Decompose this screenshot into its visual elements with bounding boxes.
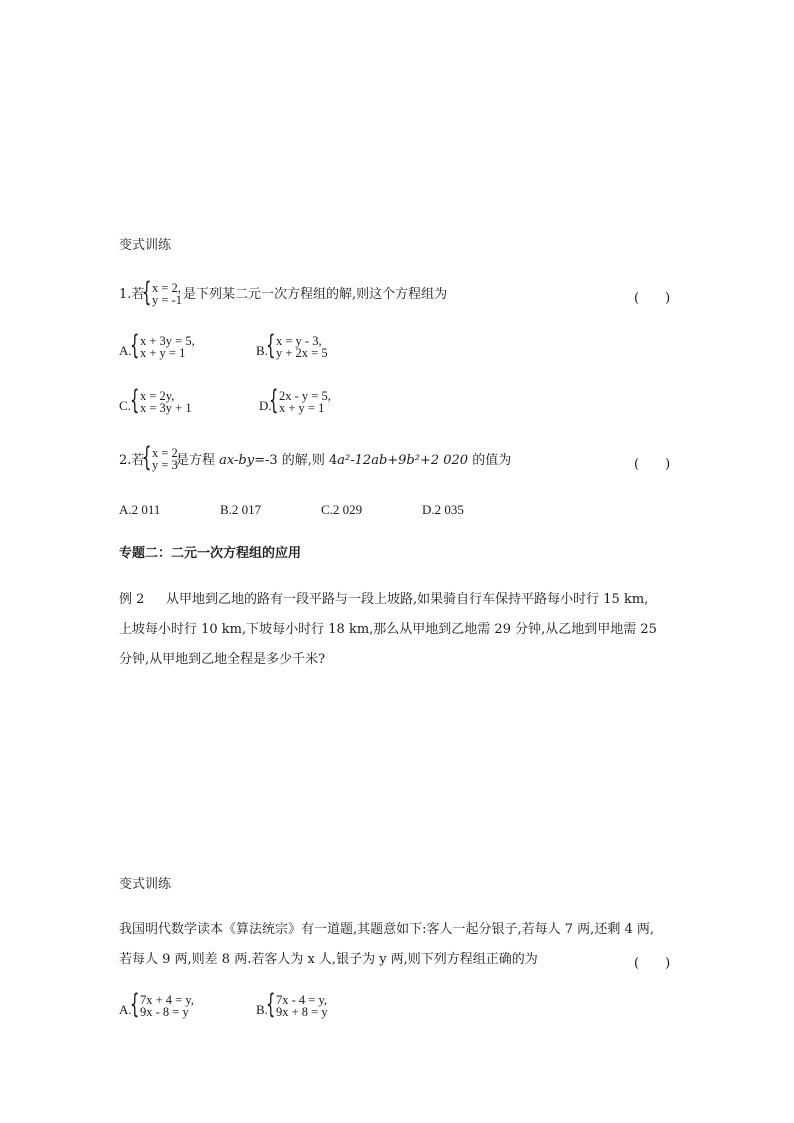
option-label: A.	[119, 343, 132, 358]
question-1-number: 1.若	[119, 287, 145, 302]
question-1-text: 是下列某二元一次方程组的解,则这个方程组为	[183, 287, 448, 302]
problem-line: 若每人 9 两,则差 8 两.若客人为 x 人,银子为 y 两,则下列方程组正确的为	[119, 952, 538, 967]
option-b-system	[266, 330, 356, 361]
brace-icon: {	[130, 989, 140, 1020]
option-d: D.2 035	[422, 502, 464, 517]
brace-icon: {	[269, 385, 279, 416]
brace-icon: {	[266, 330, 276, 361]
option-a-system	[130, 330, 220, 361]
option-a: A.2 011	[119, 502, 161, 517]
equation: x = y - 3,	[276, 334, 322, 348]
brace-icon: {	[142, 442, 152, 473]
equation: x = 3y + 1	[140, 401, 192, 415]
option-label: B.	[256, 1002, 268, 1017]
equation: x = 2y,	[140, 389, 175, 403]
equation: 7x - 4 = y,	[276, 993, 328, 1007]
question-text: 是方程	[176, 453, 220, 468]
example-line: 上坡每小时行 10 km,下坡每小时行 18 km,那么从甲地到乙地需 29 分钟,从乙地到甲地需 25	[119, 622, 657, 637]
equation: 9x + 8 = y	[276, 1005, 328, 1019]
option-a-system	[130, 989, 220, 1020]
section-heading: 变式训练	[119, 877, 172, 892]
equation: x + 3y = 5,	[140, 334, 195, 348]
equation: y = -1	[152, 293, 182, 307]
example-label: 例 2	[119, 592, 145, 607]
question-text: =-3 的解,则 4	[254, 453, 338, 468]
option-label: C.	[119, 398, 131, 413]
equation: x = 2,	[152, 281, 181, 295]
answer-blank: ( )	[634, 956, 671, 971]
brace-icon: {	[130, 330, 140, 361]
question-2-number: 2.若	[119, 453, 145, 468]
equation: 2x - y = 5,	[279, 389, 331, 403]
example-line: 从甲地到乙地的路有一段平路与一段上坡路,如果骑自行车保持平路每小时行 15 km,	[166, 592, 649, 607]
example-line: 分钟,从甲地到乙地全程是多少千米?	[119, 652, 326, 667]
option-c-system	[130, 385, 220, 416]
question-2-text	[176, 453, 511, 469]
brace-icon: {	[130, 385, 140, 416]
equation: x = 2,	[152, 446, 181, 460]
expression-text: a²-12ab+9b²+2 020	[337, 453, 469, 468]
equation: x + y = 1	[279, 401, 325, 415]
brace-icon: {	[142, 277, 152, 308]
equation: x + y = 1	[140, 346, 186, 360]
equation: y + 2x = 5	[276, 346, 328, 360]
answer-blank: ( )	[634, 457, 671, 472]
topic-heading: 专题二：二元一次方程组的应用	[119, 546, 302, 561]
section-heading: 变式训练	[119, 238, 172, 253]
option-label: B.	[256, 343, 268, 358]
equation: 9x - 8 = y	[140, 1005, 189, 1019]
option-d-system	[269, 385, 359, 416]
equation: y = 3	[152, 458, 178, 472]
option-label: D.	[259, 398, 272, 413]
option-label: A.	[119, 1002, 132, 1017]
equation-text: ax-by	[219, 453, 255, 468]
brace-icon: {	[266, 989, 276, 1020]
problem-line: 我国明代数学读本《算法统宗》有一道题,其题意如下:客人一起分银子,若每人 7 两,还剩 4 两,	[119, 922, 654, 937]
answer-blank: ( )	[634, 291, 671, 306]
option-b-system	[266, 989, 356, 1020]
equation: 7x + 4 = y,	[140, 993, 194, 1007]
question-text: 的值为	[468, 453, 512, 468]
option-b: B.2 017	[220, 502, 262, 517]
option-c: C.2 029	[321, 502, 363, 517]
